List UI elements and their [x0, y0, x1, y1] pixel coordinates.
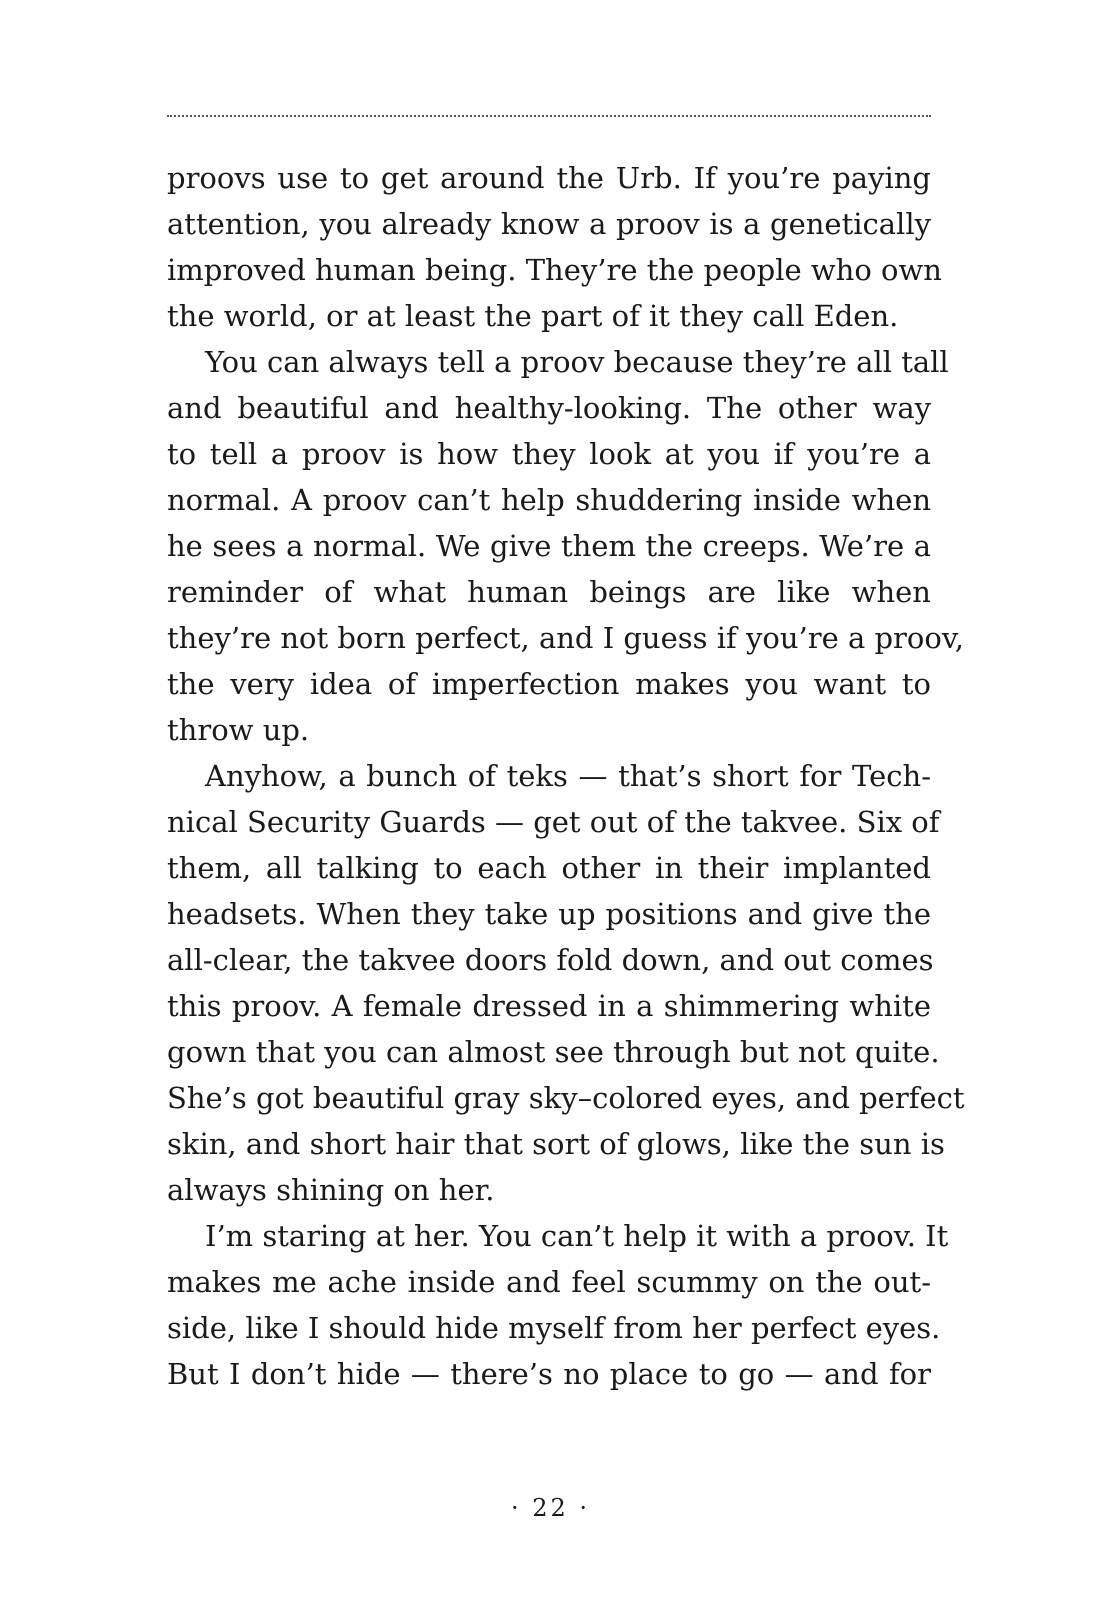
text-line: She’s got beautiful gray sky–colored eyes, and perfect — [167, 1081, 965, 1115]
text-line: reminder of what human beings are like when — [167, 575, 931, 609]
text-line: attention, you already know a proov is a genetically — [167, 207, 931, 241]
text-line: I’m staring at her. You can’t help it with a proov. It — [205, 1219, 949, 1253]
text-line: You can always tell a proov because they’re all tall — [205, 345, 949, 379]
text-line: they’re not born perfect, and I guess if you’re a proov, — [167, 621, 964, 655]
text-line: all-clear, the takvee doors fold down, and out comes — [167, 943, 934, 977]
text-line: proovs use to get around the Urb. If you’re paying — [167, 161, 931, 195]
text-line: this proov. A female dressed in a shimmering white — [167, 989, 931, 1023]
text-line: and beautiful and healthy-looking. The other way — [167, 391, 931, 425]
text-line: headsets. When they take up positions and give the — [167, 897, 931, 931]
text-line: side, like I should hide myself from her perfect eyes. — [167, 1311, 941, 1345]
text-line: skin, and short hair that sort of glows, like the sun is — [167, 1127, 945, 1161]
text-line: he sees a normal. We give them the creeps. We’re a — [167, 529, 931, 563]
header-dotted-rule — [167, 115, 931, 117]
text-line: nical Security Guards — get out of the takvee. Six of — [167, 805, 940, 839]
text-line: But I don’t hide — there’s no place to go — and for — [167, 1357, 931, 1391]
text-line: makes me ache inside and feel scummy on the out- — [167, 1265, 931, 1299]
paragraph — [167, 753, 965, 1213]
text-line: normal. A proov can’t help shuddering inside when — [167, 483, 931, 517]
text-line: Anyhow, a bunch of teks — that’s short for Tech- — [205, 759, 931, 793]
text-line: the world, or at least the part of it they call Eden. — [167, 299, 899, 333]
paragraph — [167, 1213, 949, 1397]
text-line: to tell a proov is how they look at you if you’re a — [167, 437, 931, 471]
paragraph — [167, 339, 964, 753]
text-line: throw up. — [167, 713, 310, 747]
page-number: · 22 · — [510, 1494, 591, 1522]
body-text — [167, 155, 965, 1397]
text-line: always shining on her. — [167, 1173, 495, 1207]
text-line: the very idea of imperfection makes you want to — [167, 667, 931, 701]
paragraph — [167, 155, 942, 339]
text-line: them, all talking to each other in their implanted — [167, 851, 931, 885]
text-line: gown that you can almost see through but not quite. — [167, 1035, 940, 1069]
text-line: improved human being. They’re the people who own — [167, 253, 942, 287]
